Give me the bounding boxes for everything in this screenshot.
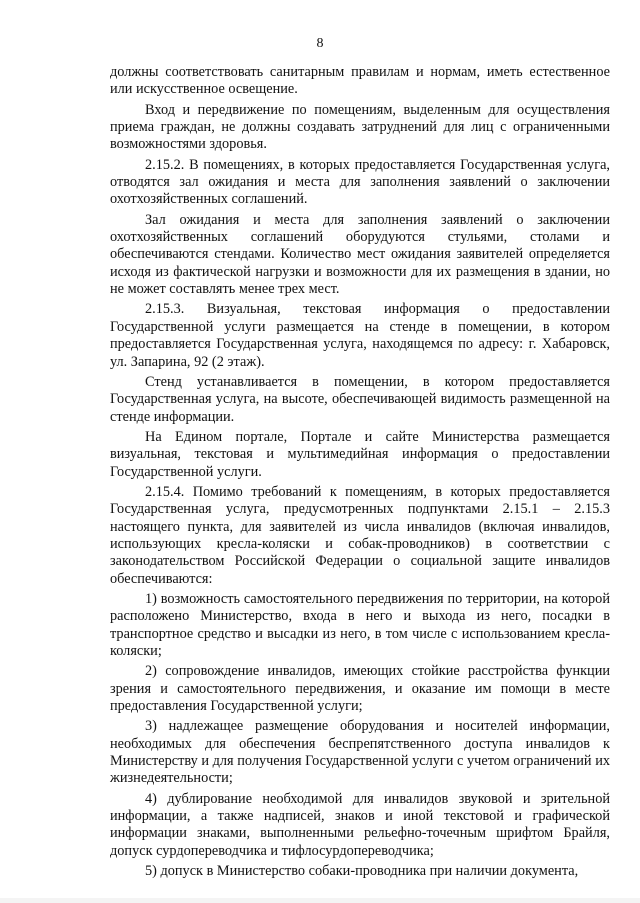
paragraph-waiting-hall: Зал ожидания и места для заполнения заявлений о заключении охотхозяйственных соглашений оборудуются стульями, столами и обеспечиваются стендами. Количество мест ожидания заявителей определяется исходя из фактической нагрузки и возможности для их размещения в здании, но не может составлять менее трех мест. [110, 211, 610, 298]
paragraph-2-15-4: 2.15.4. Помимо требований к помещениям, в которых предоставляется Государственная услуга, предусмотренных подпунктами 2.15.1 – 2.15.3 настоящего пункта, для заявителей из числа инвалидов (включая инвалидов, использующих кресла-коляски и собак-проводников) в соответствии с законодательством Российской Федерации о социальной защите инвалидов обеспечиваются: [110, 483, 610, 587]
paragraph-portal-info: На Едином портале, Портале и сайте Министерства размещается визуальная, текстовая и мультимедийная информация о предоставлении Государственной услуги. [110, 428, 610, 480]
list-item-3: 3) надлежащее размещение оборудования и носителей информации, необходимых для обеспечения беспрепятственного доступа инвалидов к Министерству и для получения Государственной услуги с учетом ограничений их жизнедеятельности; [110, 718, 610, 787]
list-item-1: 1) возможность самостоятельного передвижения по территории, на которой расположено Министерство, входа в него и выхода из него, посадки в транспортное средство и высадки из него, в том числе с использованием кресла-коляски; [110, 590, 610, 659]
list-item-2: 2) сопровождение инвалидов, имеющих стойкие расстройства функции зрения и самостоятельного передвижения, и оказание им помощи в месте предоставления Государственной услуги; [110, 663, 610, 715]
paragraph-2-15-2: 2.15.2. В помещениях, в которых предоставляется Государственная услуга, отводятся зал ожидания и места для заполнения заявлений о заключении охотхозяйственных соглашений. [110, 156, 610, 208]
document-body [110, 64, 610, 883]
page-number: 8 [316, 36, 324, 51]
paragraph-2-15-3: 2.15.3. Визуальная, текстовая информация о предоставлении Государственной услуги размещается на стенде в помещении, в котором предоставляется Государственная услуга, находящемся по адресу: г. Хабаровск, ул. Запарина, 92 (2 этаж). [110, 301, 610, 370]
paragraph-accessibility-entry: Вход и передвижение по помещениям, выделенным для осуществления приема граждан, не должны создавать затруднений для лиц с ограниченными возможностями здоровья. [110, 101, 610, 153]
paragraph-stand: Стенд устанавливается в помещении, в котором предоставляется Государственная услуга, на высоте, обеспечивающей видимость размещенной на стенде информации. [110, 373, 610, 425]
paragraph-continuation: должны соответствовать санитарным правилам и нормам, иметь естественное или искусственное освещение. [110, 64, 610, 98]
page-bottom-edge [0, 898, 640, 903]
list-item-4: 4) дублирование необходимой для инвалидов звуковой и зрительной информации, а также надписей, знаков и иной текстовой и графической информации знаками, выполненными рельефно-точечным шрифтом Брайля, допуск сурдопереводчика и тифлосурдопереводчика; [110, 790, 610, 859]
list-item-5: 5) допуск в Министерство собаки-проводника при наличии документа, [145, 863, 579, 880]
